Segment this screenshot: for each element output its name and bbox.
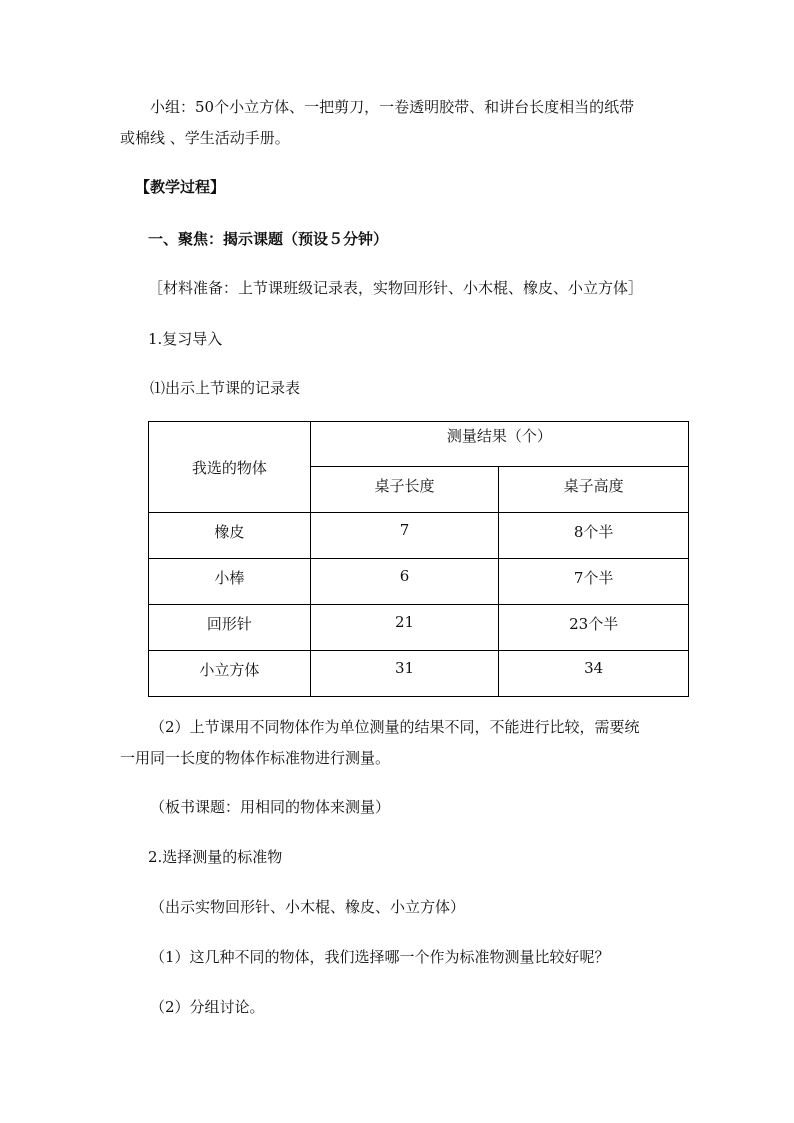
board-title-note: （板书课题：用相同的物体来测量）	[150, 798, 391, 816]
paragraph-2-line-1: （2）上节课用不同物体作为单位测量的结果不同，不能进行比较，需要统	[150, 718, 640, 736]
cell-object: 橡皮	[149, 513, 311, 559]
section-1-heading: 一、聚焦：揭示课题（预设５分钟）	[148, 230, 389, 248]
header-object: 我选的物体	[149, 422, 311, 513]
process-heading: 【教学过程】	[135, 178, 226, 196]
cell-length: 7	[310, 513, 499, 559]
cell-height: 34	[499, 651, 689, 697]
cell-length: 21	[310, 605, 499, 651]
record-table	[148, 421, 689, 697]
cell-height: 7个半	[499, 559, 689, 605]
cell-object: 小棒	[149, 559, 311, 605]
table-row	[149, 559, 689, 605]
step-1-title: 1.复习导入	[148, 330, 223, 348]
cell-length: 6	[310, 559, 499, 605]
cell-object: 小立方体	[149, 651, 311, 697]
cell-object: 回形针	[149, 605, 311, 651]
header-height: 桌子高度	[499, 467, 689, 513]
question-1: （1）这几种不同的物体，我们选择哪一个作为标准物测量比较好呢？	[150, 948, 610, 966]
paragraph-2-line-2: 一用同一长度的物体作标准物进行测量。	[120, 749, 391, 767]
header-length: 桌子长度	[310, 467, 499, 513]
cell-length: 31	[310, 651, 499, 697]
materials-line-2: 或棉线 、学生活动手册。	[120, 129, 290, 147]
material-note: ［材料准备：上节课班级记录表，实物回形针、小木棍、橡皮、小立方体］	[148, 279, 644, 297]
show-objects-note: （出示实物回形针、小木棍、橡皮、小立方体）	[150, 898, 466, 916]
table-row	[149, 605, 689, 651]
header-result: 测量结果（个）	[310, 422, 688, 467]
table-row	[149, 651, 689, 697]
step-1-1-title: ⑴出示上节课的记录表	[150, 379, 301, 397]
materials-line-1: 小组：50个小立方体、一把剪刀，一卷透明胶带、和讲台长度相当的纸带	[150, 98, 635, 116]
cell-height: 8个半	[499, 513, 689, 559]
question-2: （2）分组讨论。	[150, 998, 265, 1016]
table-row	[149, 513, 689, 559]
step-2-title: 2.选择测量的标准物	[148, 848, 283, 866]
cell-height: 23个半	[499, 605, 689, 651]
